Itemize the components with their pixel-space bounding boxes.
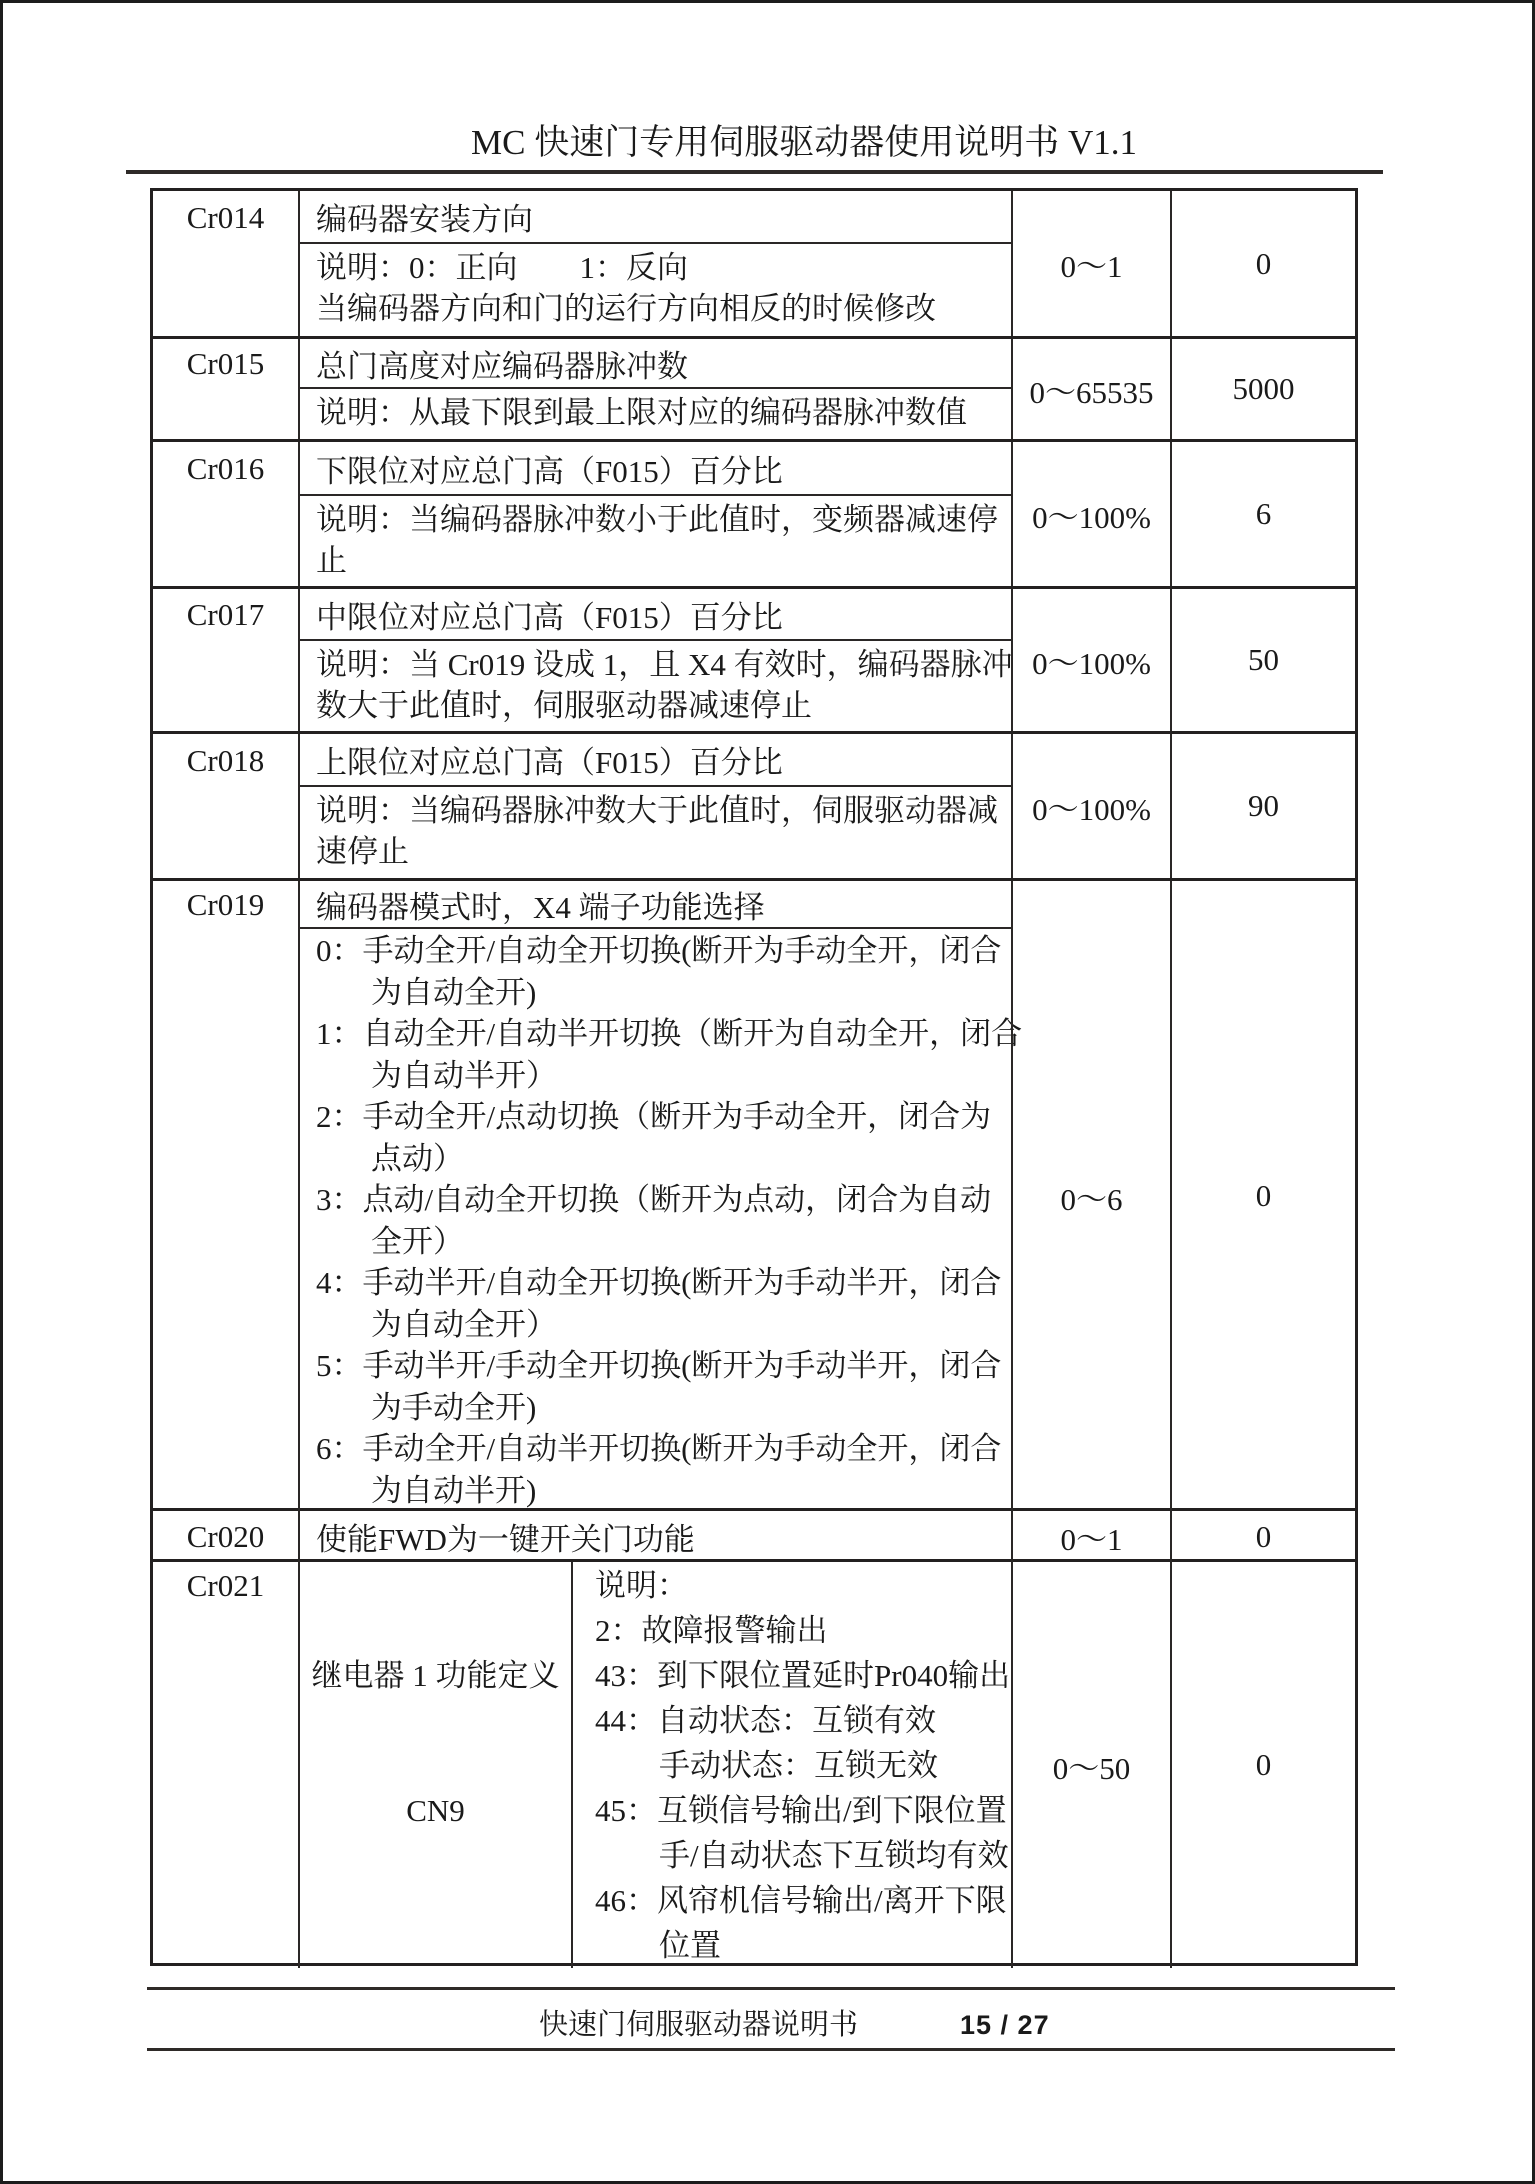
desc-line: 数大于此值时，伺服驱动器减速停止 [316, 688, 812, 723]
page-number: 15 / 27 [960, 2010, 1050, 2040]
desc-line: 4：手动半开/自动全开切换(断开为手动半开，闭合 [316, 1265, 1002, 1300]
param-title: 中限位对应总门高（F015）百分比 [300, 589, 1011, 641]
header-rule [126, 170, 1383, 174]
param-title: 编码器安装方向 [300, 191, 1011, 244]
table-row [153, 878, 1355, 1508]
param-default: 50 [1170, 589, 1355, 731]
footer-rule-bottom [147, 2048, 1395, 2051]
param-code: Cr020 [186, 1519, 265, 1554]
desc-line: 点动） [371, 1140, 464, 1176]
table-row [153, 336, 1355, 439]
desc-line: 为自动全开) [371, 974, 537, 1010]
param-default: 0 [1170, 191, 1355, 336]
param-title: 上限位对应总门高（F015）百分比 [300, 734, 1011, 787]
desc-line: 全开） [371, 1223, 464, 1259]
param-code: Cr021 [186, 1568, 265, 1603]
param-desc-cell [298, 881, 1023, 1511]
param-default: 0 [1170, 881, 1355, 1511]
desc-line: 5：手动半开/手动全开切换(断开为手动半开，闭合 [316, 1348, 1002, 1383]
param-code: Cr018 [186, 743, 265, 778]
desc-line: 6：手动全开/自动半开切换(断开为手动全开，闭合 [316, 1431, 1002, 1466]
param-default: 5000 [1170, 339, 1355, 439]
param-code: Cr019 [186, 887, 265, 922]
desc-line: 位置 [659, 1928, 721, 1963]
desc-line: 为自动半开) [371, 1472, 537, 1508]
desc-line: 说明： [595, 1568, 688, 1603]
desc-line: 手/自动状态下互锁均有效 [659, 1838, 1009, 1873]
param-default: 6 [1170, 442, 1355, 586]
desc-line: 3：点动/自动全开切换（断开为点动，闭合为自动 [316, 1182, 992, 1217]
desc-line: 1：自动全开/自动半开切换（断开为自动全开，闭合 [316, 1016, 1023, 1051]
desc-line: 继电器 1 功能定义 [311, 1658, 560, 1693]
param-desc-cell [298, 589, 1011, 731]
param-code: Cr017 [186, 597, 265, 632]
param-range: 0～65535 [1011, 339, 1170, 439]
desc-line: 43：到下限位置延时Pr040输出 [595, 1658, 1011, 1693]
table-row [153, 586, 1355, 731]
desc-line: 说明：0：正向 1：反向 [316, 250, 688, 285]
page-title: MC 快速门专用伺服驱动器使用说明书 V1.1 [471, 123, 1137, 162]
param-title: 总门高度对应编码器脉冲数 [300, 339, 1011, 389]
desc-line: 止 [316, 543, 347, 578]
desc-line: 速停止 [316, 834, 409, 869]
footer-doc-name: 快速门伺服驱动器说明书 [539, 2009, 859, 2041]
desc-line: 44：自动状态：互锁有效 [595, 1703, 936, 1738]
desc-line: 45：互锁信号输出/到下限位置 [595, 1793, 1007, 1828]
param-description [300, 641, 1011, 726]
table-row [153, 731, 1355, 878]
footer [539, 2005, 1050, 2045]
desc-line: 2：手动全开/点动切换（断开为手动全开，闭合为 [316, 1099, 992, 1134]
param-default: 90 [1170, 734, 1355, 878]
table-row [153, 191, 1355, 336]
param-default: 0 [1170, 1562, 1355, 1968]
desc-line: 说明：当编码器脉冲数大于此值时，伺服驱动器减 [316, 793, 998, 828]
desc-line: 手动状态：互锁无效 [659, 1748, 938, 1783]
desc-line: 说明：从最下限到最上限对应的编码器脉冲数值 [316, 395, 967, 430]
param-range: 0～6 [1011, 881, 1170, 1511]
relay-function-label [300, 1562, 573, 1968]
param-description [300, 929, 1023, 1511]
desc-line: 为手动全开) [371, 1389, 537, 1425]
param-desc-cell [298, 1562, 1011, 1968]
desc-line: 0：手动全开/自动全开切换(断开为手动全开，闭合 [316, 933, 1002, 968]
param-range: 0～1 [1011, 191, 1170, 336]
param-title: 使能FWD为一键开关门功能 [298, 1511, 1011, 1562]
desc-line: 说明：当 Cr019 设成 1，且 X4 有效时，编码器脉冲 [316, 647, 1013, 682]
desc-line: 为自动全开） [371, 1306, 557, 1342]
footer-rule-top [147, 1987, 1395, 1990]
param-desc-cell [298, 734, 1011, 878]
param-range: 0～100% [1011, 589, 1170, 731]
param-title: 编码器模式时，X4 端子功能选择 [300, 881, 1011, 929]
table-row [153, 1508, 1355, 1559]
param-description [573, 1562, 1011, 1968]
desc-line: 2：故障报警输出 [595, 1613, 828, 1648]
param-range: 0～1 [1011, 1511, 1170, 1562]
desc-line: 当编码器方向和门的运行方向相反的时候修改 [316, 291, 936, 326]
param-default: 0 [1170, 1511, 1355, 1562]
parameter-table [150, 188, 1358, 1966]
desc-line: 46：风帘机信号输出/离开下限 [595, 1883, 1007, 1918]
param-desc-cell [298, 191, 1011, 336]
desc-line: CN9 [406, 1793, 465, 1828]
desc-line: 说明：当编码器脉冲数小于此值时，变频器减速停 [316, 502, 998, 537]
table-row [153, 439, 1355, 586]
param-range: 0～100% [1011, 442, 1170, 586]
table-row [153, 1559, 1355, 1963]
param-description [300, 244, 1011, 329]
param-code: Cr014 [186, 200, 265, 235]
param-description [300, 389, 1011, 433]
param-code: Cr016 [186, 451, 265, 486]
param-desc-cell [298, 442, 1011, 586]
param-range: 0～100% [1011, 734, 1170, 878]
param-title: 下限位对应总门高（F015）百分比 [300, 442, 1011, 496]
param-range: 0～50 [1011, 1562, 1170, 1968]
param-description [300, 787, 1011, 872]
param-description [300, 496, 1011, 581]
param-desc-cell [298, 339, 1011, 439]
desc-line: 为自动半开） [371, 1057, 557, 1093]
param-code: Cr015 [186, 346, 265, 381]
